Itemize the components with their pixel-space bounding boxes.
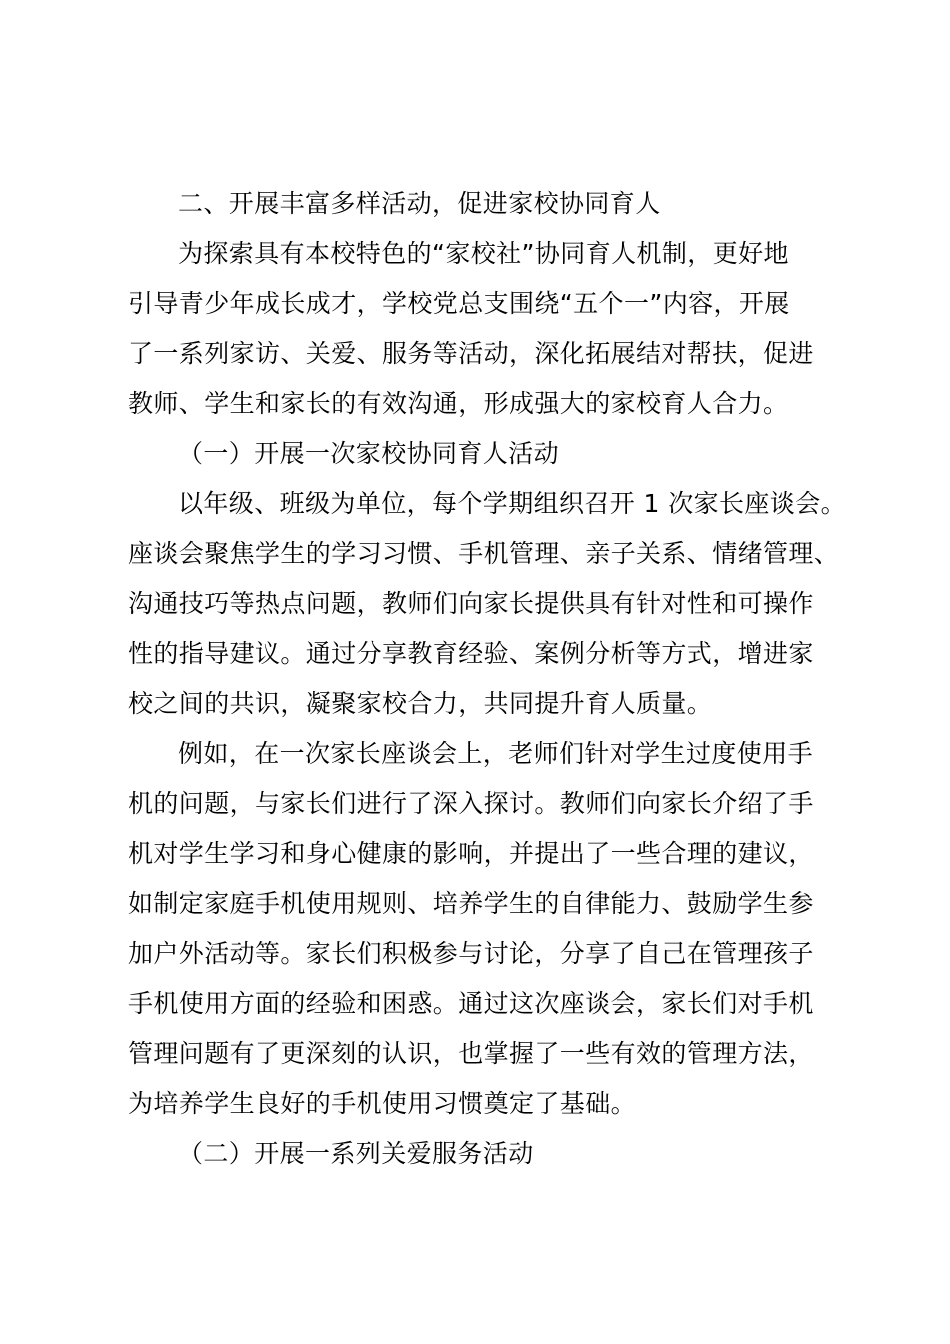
paragraph-line: 加户外活动等。家长们积极参与讨论，分享了自己在管理孩子: [128, 939, 814, 968]
paragraph-line: 以年级、班级为单位，每个学期组织召开 1 次家长座谈会。: [178, 489, 847, 518]
paragraph-line: 为探索具有本校特色的“家校社”协同育人机制，更好地: [178, 239, 789, 268]
paragraph-line: 教师、学生和家长的有效沟通，形成强大的家校育人合力。: [128, 389, 789, 418]
paragraph-line: 如制定家庭手机使用规则、培养学生的自律能力、鼓励学生参: [128, 889, 814, 918]
paragraph-line: 了一系列家访、关爱、服务等活动，深化拓展结对帮扶，促进: [128, 339, 814, 368]
subsection-heading-1: （一）开展一次家校协同育人活动: [178, 439, 560, 468]
paragraph-line: 性的指导建议。通过分享教育经验、案例分析等方式，增进家: [128, 639, 814, 668]
paragraph-line: 例如，在一次家长座谈会上，老师们针对学生过度使用手: [178, 739, 814, 768]
paragraph-line: 沟通技巧等热点问题，教师们向家长提供具有针对性和可操作: [128, 589, 814, 618]
paragraph-line: 管理问题有了更深刻的认识，也掌握了一些有效的管理方法，: [128, 1039, 814, 1068]
paragraph-line: 手机使用方面的经验和困惑。通过这次座谈会，家长们对手机: [128, 989, 814, 1018]
subsection-heading-2: （二）开展一系列关爱服务活动: [178, 1139, 534, 1168]
section-heading-2: 二、开展丰富多样活动，促进家校协同育人: [178, 189, 661, 218]
paragraph-line: 座谈会聚焦学生的学习习惯、手机管理、亲子关系、情绪管理、: [128, 539, 840, 568]
paragraph-line: 校之间的共识，凝聚家校合力，共同提升育人质量。: [128, 689, 713, 718]
paragraph-line: 引导青少年成长成才，学校党总支围绕“五个一”内容，开展: [128, 289, 790, 318]
paragraph-line: 为培养学生良好的手机使用习惯奠定了基础。: [128, 1089, 637, 1118]
paragraph-line: 机对学生学习和身心健康的影响，并提出了一些合理的建议，: [128, 839, 814, 868]
paragraph-line: 机的问题，与家长们进行了深入探讨。教师们向家长介绍了手: [128, 789, 814, 818]
